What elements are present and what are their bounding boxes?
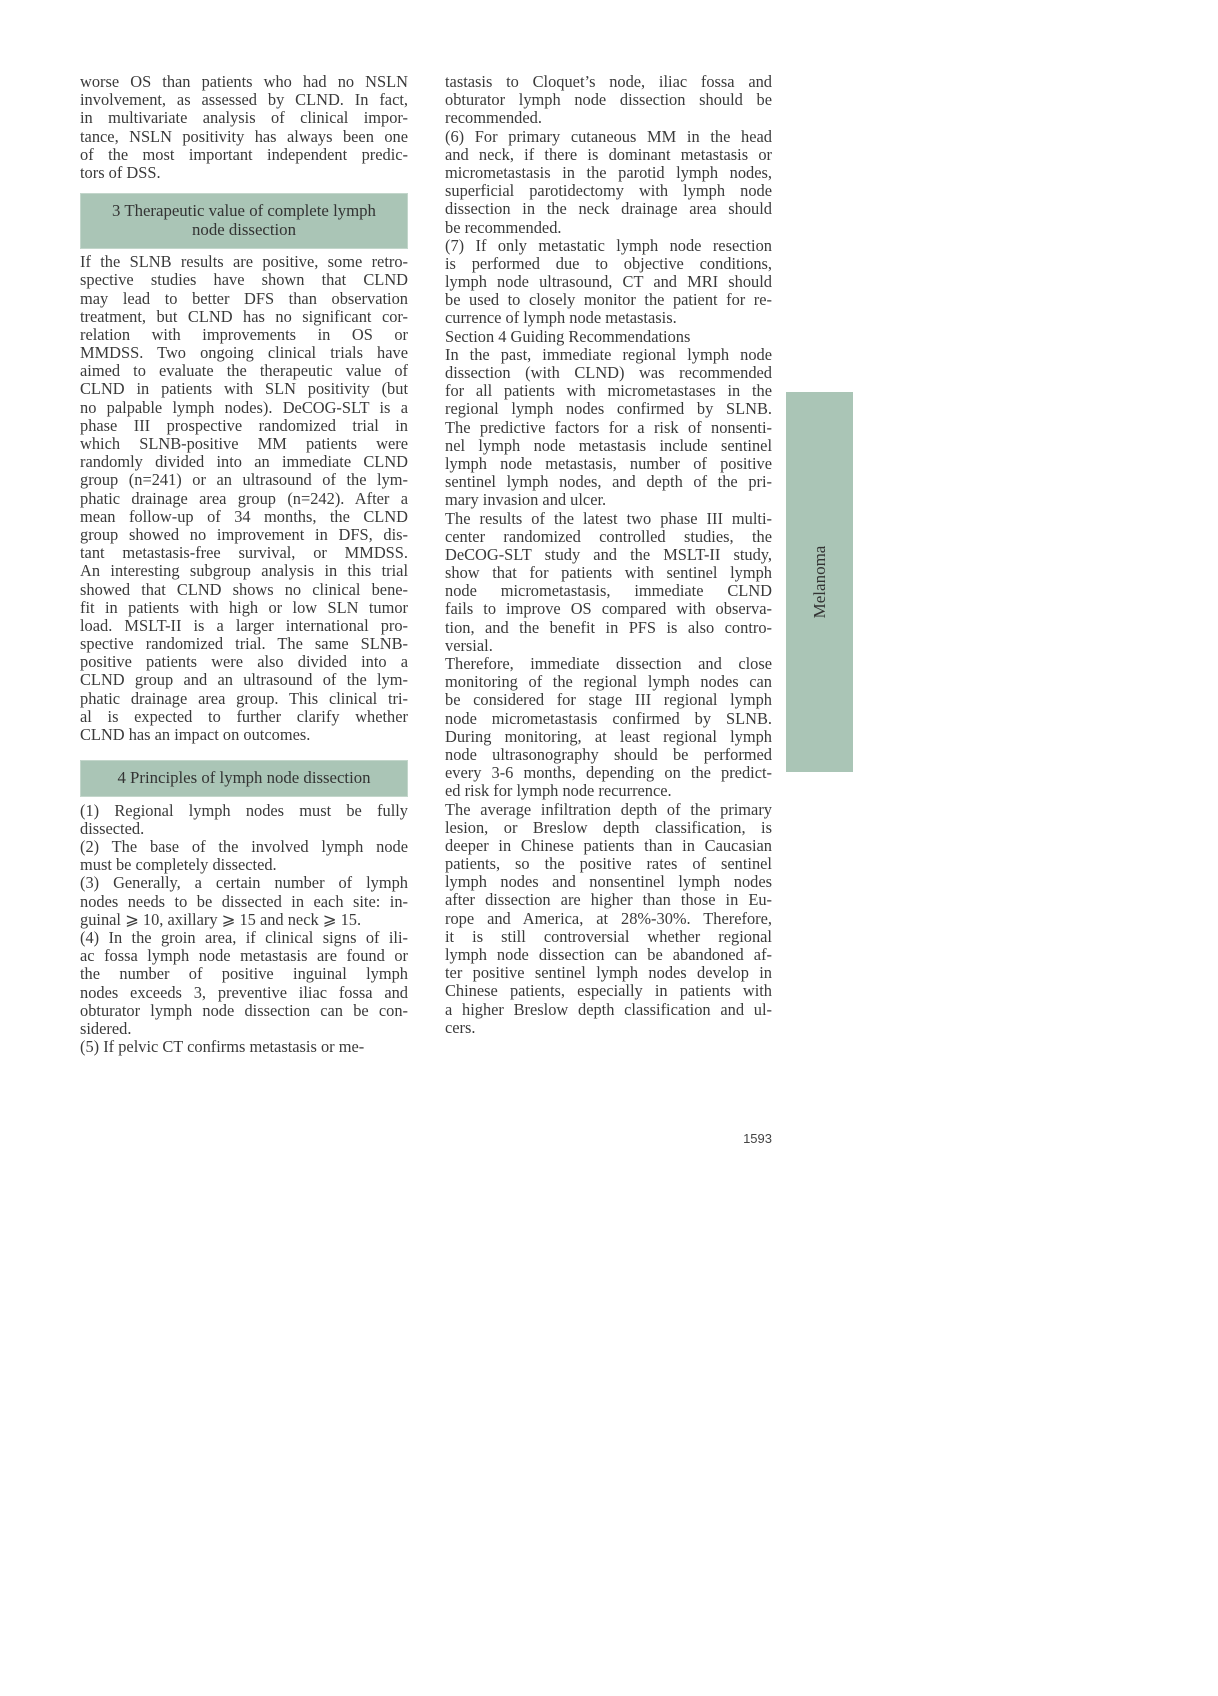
text-line: the number of positive inguinal lymph <box>80 964 408 984</box>
text-line: tant metastasis-free survival, or MMDSS. <box>80 543 408 563</box>
text-line: If the SLNB results are positive, some retro- <box>80 252 408 272</box>
paragraph <box>445 237 772 328</box>
text-line: dissection in the neck drainage area should <box>445 199 772 219</box>
text-line: lymph node dissection can be abandoned af- <box>445 945 772 964</box>
text-line: obturator lymph node dissection should be <box>445 90 772 110</box>
paragraph <box>445 655 772 801</box>
text-line: center randomized controlled studies, the <box>445 526 772 546</box>
text-line: spective studies have shown that CLND <box>80 270 408 290</box>
paragraph <box>445 73 772 128</box>
text-line: a higher Breslow depth classification and ul- <box>445 999 772 1019</box>
paragraph <box>80 929 408 1038</box>
text-line: patients, so the positive rates of sentinel <box>445 854 772 874</box>
text-line: dissected. <box>80 818 145 838</box>
text-line: recommended. <box>445 108 542 128</box>
text-line: mean follow-up of 34 months, the CLND <box>80 506 408 526</box>
text-line: deeper in Chinese patients than in Caucasian <box>445 835 772 855</box>
text-line: (4) In the groin area, if clinical signs of ili- <box>80 928 408 947</box>
text-line: tastasis to Cloquet’s node, iliac fossa and <box>445 72 772 91</box>
text-line: mary invasion and ulcer. <box>445 490 607 510</box>
text-line: phatic drainage area group (n=242). After a <box>80 488 408 508</box>
text-line: node micrometastasis confirmed by SLNB. <box>445 708 772 728</box>
text-line: currence of lymph node metastasis. <box>445 308 677 328</box>
text-line: DeCOG-SLT study and the MSLT-II study, <box>445 544 772 564</box>
text-line: The predictive factors for a risk of nonsenti- <box>445 417 772 437</box>
text-line: be used to closely monitor the patient for re- <box>445 290 772 310</box>
text-line: monitoring of the regional lymph nodes can <box>445 672 772 692</box>
paragraph <box>80 874 408 929</box>
text-line: node micrometastasis, immediate CLND <box>445 581 772 601</box>
text-line: (7) If only metastatic lymph node resection <box>445 235 772 255</box>
text-line: micrometastasis in the parotid lymph nodes, <box>445 162 772 182</box>
paragraph <box>80 802 408 838</box>
text-line: During monitoring, at least regional lymph <box>445 726 772 746</box>
text-line: spective randomized trial. The same SLNB- <box>80 634 408 654</box>
paragraph <box>445 801 772 1037</box>
text-line: dissection (with CLND) was recommended <box>445 363 772 382</box>
text-line: in multivariate analysis of clinical impor- <box>80 108 408 128</box>
page-number: 1593 <box>743 1131 772 1146</box>
text-line: and neck, if there is dominant metastasis or <box>445 144 772 164</box>
text-line: versial. <box>445 635 493 655</box>
text-line: relation with improvements in OS or <box>80 324 408 344</box>
paragraph <box>80 838 408 874</box>
text-line: must be completely dissected. <box>80 855 277 875</box>
text-line: lesion, or Breslow depth classification, is <box>445 817 772 837</box>
text-line: it is still controversial whether regional <box>445 926 772 946</box>
text-line: regional lymph nodes confirmed by SLNB. <box>445 399 772 419</box>
text-line: ac fossa lymph node metastasis are found or <box>80 946 408 966</box>
text-line: be considered for stage III regional lymph <box>445 690 772 710</box>
text-line: MMDSS. Two ongoing clinical trials have <box>80 343 408 363</box>
text-line: show that for patients with sentinel lymph <box>445 563 772 583</box>
text-line: randomly divided into an immediate CLND <box>80 452 408 472</box>
text-line: ed risk for lymph node recurrence. <box>445 781 672 801</box>
text-line: worse OS than patients who had no NSLN <box>80 72 408 91</box>
text-line: superficial parotidectomy with lymph node <box>445 181 772 201</box>
text-line: fails to improve OS compared with observa- <box>445 599 772 619</box>
text-line: CLND has an impact on outcomes. <box>80 725 311 744</box>
paragraph <box>80 73 408 182</box>
text-line: may lead to better DFS than observation <box>80 288 408 308</box>
text-line: node ultrasonography should be performed <box>445 744 772 764</box>
text-line: sentinel lymph nodes, and depth of the pri- <box>445 472 772 492</box>
text-line: An interesting subgroup analysis in this trial <box>80 561 408 581</box>
text-line: CLND in patients with SLN positivity (but <box>80 379 408 399</box>
text-line: obturator lymph node dissection can be con- <box>80 1000 408 1020</box>
text-line: showed that CLND shows no clinical bene- <box>80 579 408 599</box>
paragraph <box>445 128 772 237</box>
text-line: tance, NSLN positivity has always been one <box>80 126 408 146</box>
text-line: lymph node metastasis, number of positive <box>445 453 772 473</box>
text-line: be recommended. <box>445 217 562 237</box>
right-text-column <box>445 73 772 1037</box>
text-line: positive patients were also divided into a <box>80 652 408 672</box>
text-line: ter positive sentinel lymph nodes develop in <box>445 963 772 983</box>
text-line: aimed to evaluate the therapeutic value of <box>80 361 408 381</box>
text-line: which SLNB-positive MM patients were <box>80 434 408 453</box>
text-line: The results of the latest two phase III multi- <box>445 508 772 528</box>
text-line: tors of DSS. <box>80 162 161 182</box>
text-line: for all patients with micrometastases in the <box>445 381 772 401</box>
text-line: cers. <box>445 1017 476 1037</box>
text-line: CLND group and an ultrasound of the lym- <box>80 670 408 690</box>
text-line: nodes needs to be dissected in each site: in- <box>80 891 408 911</box>
paragraph <box>445 328 772 346</box>
paragraph <box>445 346 772 510</box>
text-line: lymph nodes and nonsentinel lymph nodes <box>445 872 772 892</box>
text-line: involvement, as assessed by CLND. In fact, <box>80 90 408 110</box>
text-line: al is expected to further clarify whether <box>80 706 408 726</box>
left-text-column <box>80 73 408 1056</box>
section-heading <box>80 193 408 249</box>
text-line: group (n=241) or an ultrasound of the lym- <box>80 470 408 490</box>
text-line: Therefore, immediate dissection and close <box>445 654 772 673</box>
text-line: of the most important independent predic- <box>80 144 408 164</box>
text-line: sidered. <box>80 1018 132 1038</box>
text-line: nel lymph node metastasis include sentinel <box>445 435 772 455</box>
text-line: lymph node ultrasound, CT and MRI should <box>445 272 772 292</box>
text-line: nodes exceeds 3, preventive iliac fossa and <box>80 982 408 1002</box>
text-line: rope and America, at 28%-30%. Therefore, <box>445 908 772 928</box>
text-line: Section 4 Guiding Recommendations <box>445 326 691 346</box>
text-line: tion, and the benefit in PFS is also contro- <box>445 617 772 637</box>
text-line: (3) Generally, a certain number of lymph <box>80 873 408 893</box>
text-line: after dissection are higher than those in Eu- <box>445 890 772 910</box>
section-side-tab-label: Melanoma <box>809 545 829 619</box>
text-line: phatic drainage area group. This clinical tri- <box>80 688 408 708</box>
section-heading-line: 3 Therapeutic value of complete lymph <box>112 201 376 221</box>
text-line: (6) For primary cutaneous MM in the head <box>445 126 772 146</box>
section-heading-line: 4 Principles of lymph node dissection <box>117 768 371 788</box>
section-heading-line: node dissection <box>192 219 296 239</box>
text-line: (5) If pelvic CT confirms metastasis or me- <box>80 1037 365 1057</box>
text-line: (2) The base of the involved lymph node <box>80 837 408 857</box>
text-line: phase III prospective randomized trial in <box>80 415 408 435</box>
section-side-tab <box>786 392 853 772</box>
text-line: treatment, but CLND has no significant cor- <box>80 306 408 326</box>
text-line: Chinese patients, especially in patients with <box>445 981 772 1001</box>
text-line: (1) Regional lymph nodes must be fully <box>80 800 408 820</box>
text-line: In the past, immediate regional lymph node <box>445 344 772 364</box>
text-line: guinal ⩾ 10, axillary ⩾ 15 and neck ⩾ 15. <box>80 909 362 929</box>
section-heading <box>80 760 408 797</box>
text-line: every 3-6 months, depending on the predict- <box>445 763 772 783</box>
text-line: fit in patients with high or low SLN tumor <box>80 597 408 617</box>
text-line: is performed due to objective conditions, <box>445 253 772 273</box>
text-line: load. MSLT-II is a larger international pro- <box>80 615 408 635</box>
paragraph <box>80 253 408 744</box>
paragraph <box>445 510 772 656</box>
paragraph <box>80 1038 408 1056</box>
text-line: group showed no improvement in DFS, dis- <box>80 524 408 544</box>
text-line: The average infiltration depth of the primary <box>445 799 772 819</box>
text-line: no palpable lymph nodes). DeCOG-SLT is a <box>80 397 408 417</box>
